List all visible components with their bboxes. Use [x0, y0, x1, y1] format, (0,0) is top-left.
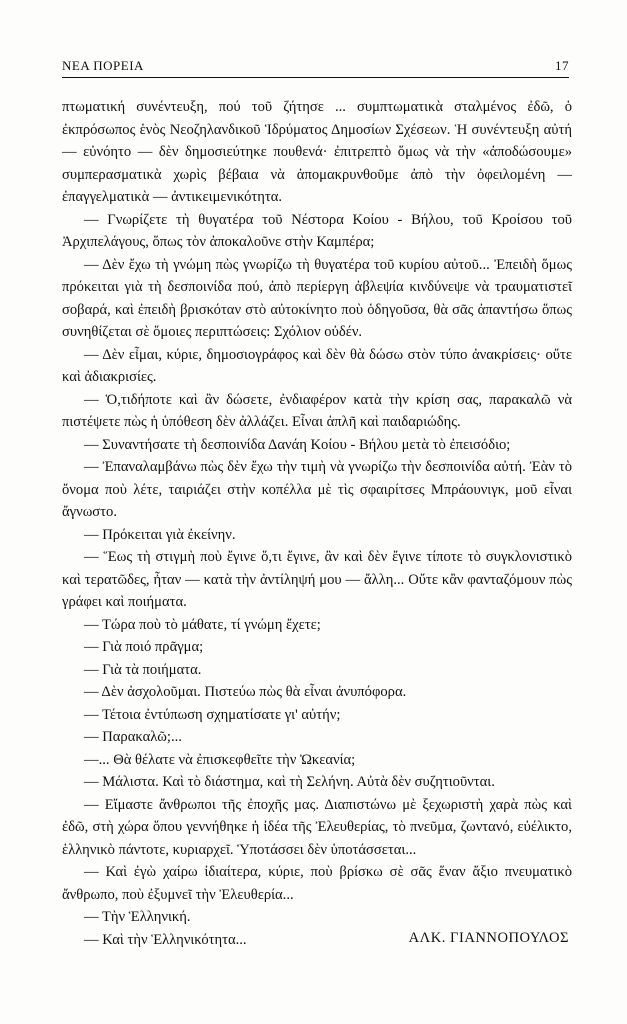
paragraph: — Ὁ,τιδήποτε καὶ ἂν δώσετε, ἐνδιαφέρον κατὰ τὴν κρίση σας, παρακαλῶ νὰ πιστέψετε πὼς ἡ ὑπόθεση δὲν ἀλλάζει. Εἶναι ἁπλῆ καὶ παιδαριώδης.	[62, 391, 572, 430]
paragraph: — Γιὰ ποιό πρᾶγμα;	[84, 639, 204, 655]
page-number: 17	[555, 58, 569, 73]
paragraph: — Παρακαλῶ;...	[84, 729, 182, 745]
paragraph: πτωματική συνέντευξη, πού τοῦ ζήτησε ... συμπτωματικὰ σταλμένος ἐδῶ, ὁ ἐκπρόσωπος ἑνὸς Νεοζηλανδικοῦ Ἱδρύματος Δημοσίων Σχέσεων. Ἡ συνέντευξη αὐτή — εὐνόητο — δὲν δημοσιεύτηκε πουθενά· ἐπιτρεπτὸ ὅμως νὰ τὴν «ἀποδώσουμε» συμπερασματικὰ χωρὶς βέβαια νὰ ἀπομακρυνθοῦμε ἀπὸ τὴν ὀφειλομένη — ἐπαγγελματικὰ — ἀντικειμενικότητα.	[62, 99, 572, 205]
paragraph: — Συναντήσατε τὴ δεσποινίδα Δανάη Κοίου - Βήλου μετὰ τὸ ἐπεισόδιο;	[84, 436, 511, 453]
header-rule	[62, 77, 569, 78]
paragraph: — Δὲν ἀσχολοῦμαι. Πιστεύω πὼς θὰ εἶναι ἀνυπόφορα.	[84, 684, 407, 700]
paragraph: — Δὲν ἔχω τὴ γνώμη πὼς γνωρίζω τὴ θυγατέρα τοῦ κυρίου αὐτοῦ... Ἐπειδὴ ὅμως πρόκειται γιὰ τὴ δεσποινίδα πού, ἀπὸ περίεργη ἀβλεψία κινδύνεψε νὰ τραυματιστεῖ σοβαρά, καὶ ἐπειδὴ βρισκόταν στὸ αὐτοκίνητο ποὺ ὁδηγοῦσα, θὰ σᾶς ἀπαντήσω ὅπως συνηθίζεται σὲ ὅμοιες περιπτώσεις: Σχόλιον οὐδέν.	[62, 256, 572, 340]
paragraph: — Γνωρίζετε τὴ θυγατέρα τοῦ Νέστορα Κοίου - Βήλου, τοῦ Κροίσου τοῦ Ἀρχιπελάγους, ὅπως τὸν ἀποκαλοῦνε στὴν Καμπέρα;	[62, 211, 572, 250]
paragraph: — Καὶ τὴν Ἑλληνικότητα...	[84, 931, 247, 948]
paragraph: — Τέτοια ἐντύπωση σχηματίσατε γι' αὐτήν;	[84, 706, 341, 723]
paragraph: — Τώρα ποὺ τὸ μάθατε, τί γνώμη ἔχετε;	[84, 616, 321, 633]
paragraph: — Ἐπαναλαμβάνω πὼς δὲν ἔχω τὴν τιμὴ νὰ γνωρίζω τὴν δεσποινίδα αὐτή. Ἐὰν τὸ ὄνομα ποὺ λέτε, ταιριάζει στὴν κοπέλλα μὲ τὶς σφαιρίτσες Μπράουνιγκ, μοῦ εἶναι ἄγνωστο.	[62, 459, 572, 520]
running-header	[62, 58, 569, 74]
journal-title: ΝΕΑ ΠΟΡΕΙΑ	[62, 58, 144, 73]
paragraph: — Μάλιστα. Καὶ τὸ διάστημα, καὶ τὴ Σελήνη. Αὐτὰ δὲν συζητιοῦνται.	[84, 774, 495, 790]
paragraph: — Τὴν Ἑλληνική.	[84, 909, 191, 925]
article-body	[62, 96, 572, 951]
paragraph: — Εἴμαστε ἄνθρωποι τῆς ἐποχῆς μας. Διαπιστώνω μὲ ξεχωριστὴ χαρὰ πὼς καὶ ἐδῶ, στὴ χώρα ὅπου γεννήθηκε ἡ ἰδέα τῆς Ἐλευθερίας, τὸ πνεῦμα, ζωντανό, εὐέλικτο, ἑλληνικὸ πάντοτε, κυριαρχεῖ. Ὑποτάσσει δὲν ὑποτάσσεται...	[62, 796, 572, 858]
paragraph: —... Θὰ θέλατε νὰ ἐπισκεφθεῖτε τὴν Ὠκεανία;	[84, 751, 356, 768]
paragraph: — Πρόκειται γιὰ ἐκείνην.	[84, 526, 236, 543]
paragraph: — Γιὰ τὰ ποιήματα.	[84, 661, 202, 678]
author-signature: ΑΛΚ. ΓΙΑΝΝΟΠΟΥΛΟΣ	[408, 930, 569, 946]
paragraph: — Δὲν εἶμαι, κύριε, δημοσιογράφος καὶ δὲν θὰ δώσω στὸν τύπο ἀνακρίσεις· οὔτε καὶ ἀδιακρισίες.	[62, 346, 572, 385]
paragraph: — Καὶ ἐγὼ χαίρω ἰδιαίτερα, κύριε, ποὺ βρίσκω σὲ σᾶς ἕναν ἄξιο πνευματικὸ ἄνθρωπο, ποὺ ἐξυμνεῖ τὴν Ἐλευθερία...	[62, 864, 572, 903]
paragraph: — Ἕως τὴ στιγμὴ ποὺ ἔγινε ὅ,τι ἔγινε, ἂν καὶ δὲν ἔγινε τίποτε τὸ συγκλονιστικὸ καὶ τερατῶδες, ἦταν — κατὰ τὴν ἀντίληψή μου — ἄλλη... Οὔτε κἂν φανταζόμουν πὼς γράφει καὶ ποιήματα.	[62, 549, 572, 610]
